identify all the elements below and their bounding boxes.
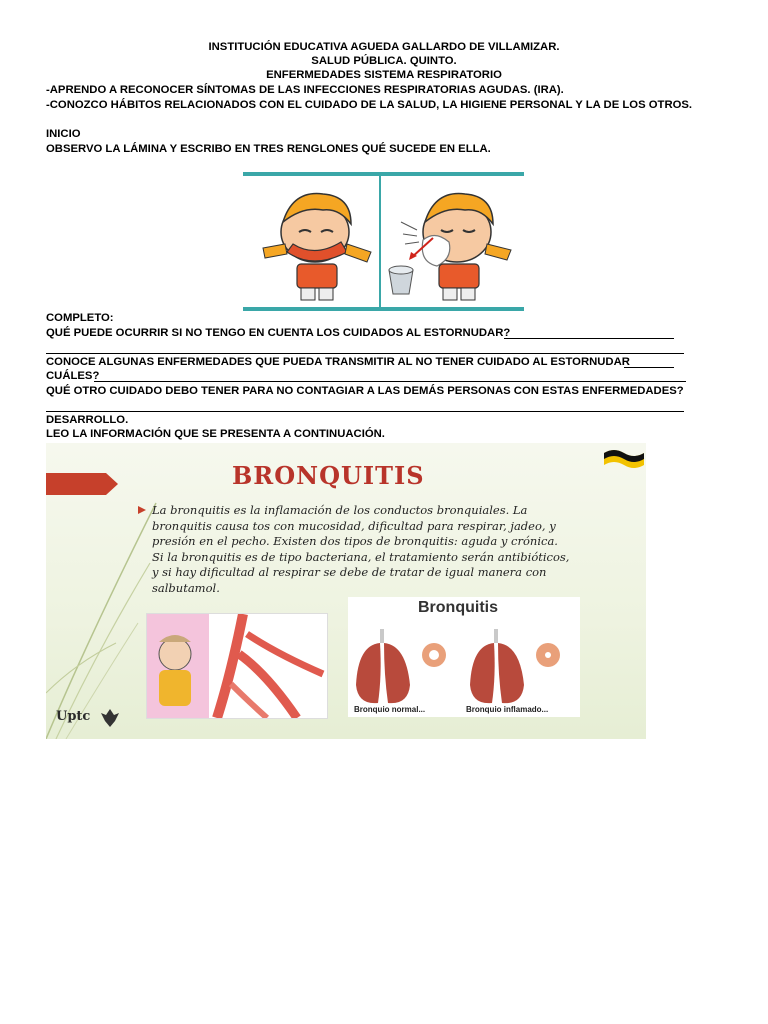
desarrollo-instruction: LEO LA INFORMACIÓN QUE SE PRESENTA A CONTINUACIÓN. [46,428,385,440]
bronquitis-slide [46,443,646,739]
inicio-instruction: OBSERVO LA LÁMINA Y ESCRIBO EN TRES RENGLONES QUÉ SUCEDE EN ELLA. [46,143,491,155]
sneezing-children-drawing [243,172,524,311]
question-1: QUÉ PUEDE OCURRIR SI NO TENGO EN CUENTA LOS CUIDADOS AL ESTORNUDAR? [46,327,511,339]
paragraph-bullet [138,506,146,514]
goal-1: -APRENDO A RECONOCER SÍNTOMAS DE LAS INFECCIONES RESPIRATORIAS AGUDAS. (IRA). [46,84,564,96]
flag-icon [602,445,646,469]
answer-line-2b[interactable] [94,381,686,382]
inicio-heading: INICIO [46,128,81,140]
school-name: INSTITUCIÓN EDUCATIVA AGUEDA GALLARDO DE VILLAMIZAR. [208,41,560,53]
title-accent-bar [46,473,106,495]
sneezing-illustration [243,172,524,311]
title-accent-arrow [106,473,118,495]
figure-title: Bronquitis [418,599,498,616]
bronchi-illustration [146,613,328,719]
child-covering-mouth [263,194,371,300]
answer-line-2[interactable] [624,367,674,368]
goal-2: -CONOZCO HÁBITOS RELACIONADOS CON EL CUIDADO DE LA SALUD, LA HIGIENE PERSONAL Y LA DE LOS OTROS. [46,99,693,111]
question-3: QUÉ OTRO CUIDADO DEBO TENER PARA NO CONTAGIAR A LAS DEMÁS PERSONAS CON ESTAS ENFERMEDADES? [46,385,684,397]
uptc-logo-text: Uptc [56,709,91,724]
label-normal: Bronquio normal... [354,705,426,714]
eagle-crest-icon [100,707,120,729]
child-sneezing-tissue [401,194,511,300]
slide-title: BRONQUITIS [232,461,425,490]
bronquitis-description: La bronquitis es la inflamación de los conductos bronquiales. La bronquitis causa tos con mucosidad, dificultad para respirar, jadeo, y presión en el pecho. Existen dos tipos de bronquitis: aguda y crónica. Si la bronquitis es de tipo bacteriana, el tratamiento serán antibióticos, y si hay dificultad al respirar se debe de tratar de igual manera con salbutamol. [152,503,570,595]
desarrollo-heading: DESARROLLO. [46,414,129,426]
trash-can [389,266,413,294]
answer-line-3[interactable] [46,411,684,412]
answer-line-1[interactable] [504,338,674,339]
completo-heading: COMPLETO: [46,312,114,324]
question-2: CONOCE ALGUNAS ENFERMEDADES QUE PUEDA TRANSMITIR AL NO TENER CUIDADO AL ESTORNUDAR [46,356,630,368]
lungs-comparison-figure [348,597,580,717]
subject-line: SALUD PÚBLICA. QUINTO. [311,55,457,67]
answer-line-1b[interactable] [46,353,684,354]
question-2b: CUÁLES? [46,370,100,382]
topic-line: ENFERMEDADES SISTEMA RESPIRATORIO [266,69,502,81]
label-inflamed: Bronquio inflamado... [466,705,549,714]
uptc-logo [50,705,120,735]
